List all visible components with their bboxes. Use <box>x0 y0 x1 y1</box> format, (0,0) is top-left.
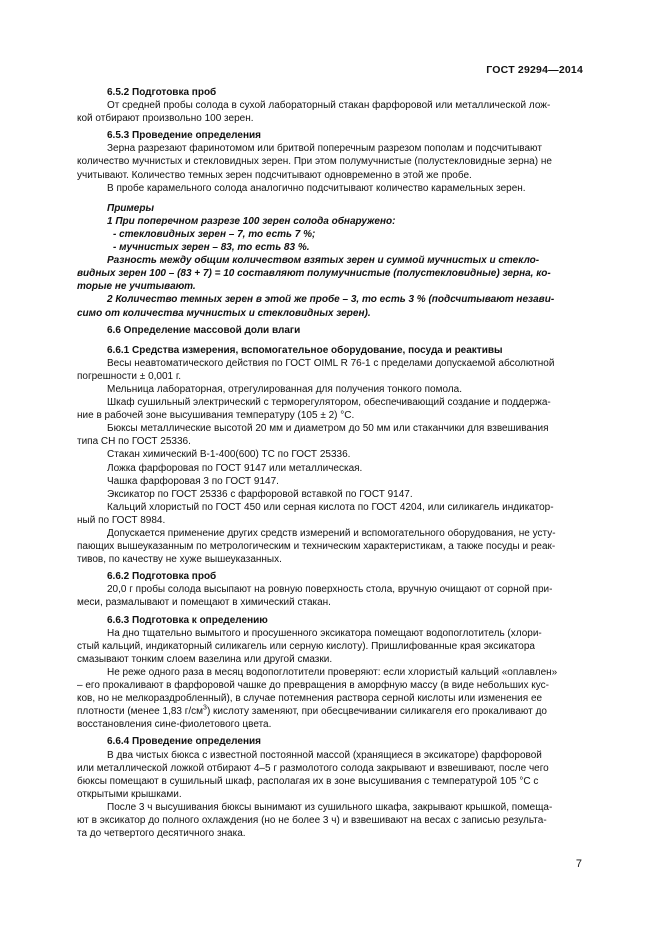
section-6-5-3-title: 6.5.3 Проведение определения <box>107 130 261 142</box>
text-line: типа СН по ГОСТ 25336. <box>77 436 191 448</box>
text-line: Стакан химический В-1-400(600) ТС по ГОСТ 25336. <box>107 449 351 461</box>
text-line: От средней пробы солода в сухой лабораторный стакан фарфоровой или металлической лож- <box>107 100 551 112</box>
text-line: Допускается применение других средств измерений и вспомогательного оборудования, не усту- <box>107 528 556 539</box>
text-line: учитывают. Количество темных зерен подсчитывают одновременно в этой же пробе. <box>77 169 472 181</box>
text-line: ют в эксикатор до полного охлаждения (но не более 3 ч) и взвешивают на весах с записью результа- <box>77 814 547 826</box>
text-line: открытыми крышками. <box>77 788 182 800</box>
page-number: 7 <box>575 858 582 870</box>
text-line: или металлической ложкой отбирают 4–5 г размолотого солода закрывают и взвешивают, после чего <box>77 762 549 774</box>
text-line: та до четвертого десятичного знака. <box>77 828 246 840</box>
text-line: Не реже одного раза в месяц водопоглотители проверяют: если хлористый кальций «оплавлен» <box>107 666 558 678</box>
document-body <box>77 86 583 840</box>
text-line: Эксикатор по ГОСТ 25336 с фарфоровой вставкой по ГОСТ 9147. <box>107 488 413 500</box>
text-line: В два чистых бюкса с известной постоянной массой (хранящиеся в эксикаторе) фарфоровой <box>107 749 542 761</box>
text-line: ние в рабочей зоне высушивания температуру (105 ± 2) °С. <box>77 410 355 422</box>
section-6-6-1-title: 6.6.1 Средства измерения, вспомогательное оборудование, посуда и реактивы <box>107 344 503 356</box>
text-line: пающих вышеуказанным по метрологическим и техническим характеристикам, а также посуды и реак- <box>77 541 556 553</box>
examples-title: Примеры <box>107 202 155 214</box>
text-line: смазывают тонким слоем вазелина или другой смазки. <box>77 653 333 665</box>
text-line: погрешности ± 0,001 г. <box>77 370 182 382</box>
text-line: стый кальций, индикаторный силикагель или серную кислоту). Пришлифованные края эксикатора <box>77 640 535 652</box>
text-line: Ложка фарфоровая по ГОСТ 9147 или металлическая. <box>107 462 363 474</box>
superscript: 3 <box>203 704 207 712</box>
section-6-6-2-title: 6.6.2 Подготовка проб <box>107 571 217 583</box>
text-line: Шкаф сушильный электрический с терморегулятором, обеспечивающий создание и поддержа- <box>107 397 551 409</box>
text-line: В пробе карамельного солода аналогично подсчитывают количество карамельных зерен. <box>107 182 526 194</box>
text-line: Чашка фарфоровая 3 по ГОСТ 9147. <box>107 475 279 487</box>
section-6-6-3-title: 6.6.3 Подготовка к определению <box>107 614 268 626</box>
example-line: - стекловидных зерен – 7, то есть 7 %; <box>113 228 316 240</box>
text-line: Кальций хлористый по ГОСТ 450 или серная кислота по ГОСТ 4204, или силикагель индикатор- <box>107 501 554 513</box>
text-line: количество мучнистых и стекловидных зерен. При этом полумучнистые (полустекловидные зерна) не <box>77 156 552 168</box>
section-6-6-title: 6.6 Определение массовой доли влаги <box>107 324 301 336</box>
text-line: ков, но не мелкораздробленный), в случае потемнения раствора серной кислоты или изменения ее <box>77 693 543 705</box>
text-line <box>77 705 583 718</box>
text-line: восстановления сине-фиолетового цвета. <box>77 719 272 731</box>
text-line: тивов, по качеству не хуже вышеуказанных. <box>77 554 282 566</box>
example-line: 1 При поперечном разрезе 100 зерен солода обнаружено: <box>107 215 396 227</box>
text-span: ) кислоту заменяют, при обесцвечивании силикагеля его прокаливают до <box>206 706 547 718</box>
text-line: кой отбирают произвольно 100 зерен. <box>77 113 254 125</box>
section-6-6-4-title: 6.6.4 Проведение определения <box>107 736 261 748</box>
text-line: 20,0 г пробы солода высыпают на ровную поверхность стола, вручную очищают от сорной при- <box>107 584 553 596</box>
text-line: бюксы помещают в сушильный шкаф, располагая их в зоне высушивания с температурой 105 °С с <box>77 775 539 787</box>
text-line: ный по ГОСТ 8984. <box>77 514 166 526</box>
example-line: торые не учитывают. <box>77 281 196 293</box>
text-line: Мельница лабораторная, отрегулированная для получения тонкого помола. <box>107 383 462 395</box>
text-line: меси, размалывают и помещают в химический стакан. <box>77 597 331 609</box>
text-line: Зерна разрезают фаринотомом или бритвой поперечным разрезом пополам и подсчитывают <box>107 143 542 155</box>
text-line: На дно тщательно вымытого и просушенного эксикатора помещают водопоглотитель (хлори- <box>107 627 542 639</box>
standard-header: ГОСТ 29294—2014 <box>486 64 583 76</box>
example-line: Разность между общим количеством взятых зерен и суммой мучнистых и стекло- <box>107 255 540 267</box>
example-line: 2 Количество темных зерен в этой же пробе – 3, то есть 3 % (подсчитывают незави- <box>107 294 555 306</box>
text-line: Бюксы металлические высотой 20 мм и диаметром до 50 мм или стаканчики для взвешивания <box>107 423 549 435</box>
example-line: симо от количества мучнистых и стекловидных зерен). <box>77 307 371 319</box>
text-line: – его прокаливают в фарфоровой чашке до превращения в аморфную массу (в виде небольших кус- <box>77 680 549 692</box>
section-6-5-2-title: 6.5.2 Подготовка проб <box>107 87 217 98</box>
text-line: После 3 ч высушивания бюксы вынимают из сушильного шкафа, закрывают крышкой, помеща- <box>107 801 553 813</box>
text-span: плотности (менее 1,83 г/см <box>77 706 204 718</box>
example-line: видных зерен 100 – (83 + 7) = 10 составляют полумучнистые (полустекловидные) зерна, ко- <box>77 268 551 280</box>
text-line: Весы неавтоматического действия по ГОСТ OIML R 76-1 с пределами допускаемой абсолютной <box>107 357 555 369</box>
example-line: - мучнистых зерен – 83, то есть 83 %. <box>113 242 310 254</box>
